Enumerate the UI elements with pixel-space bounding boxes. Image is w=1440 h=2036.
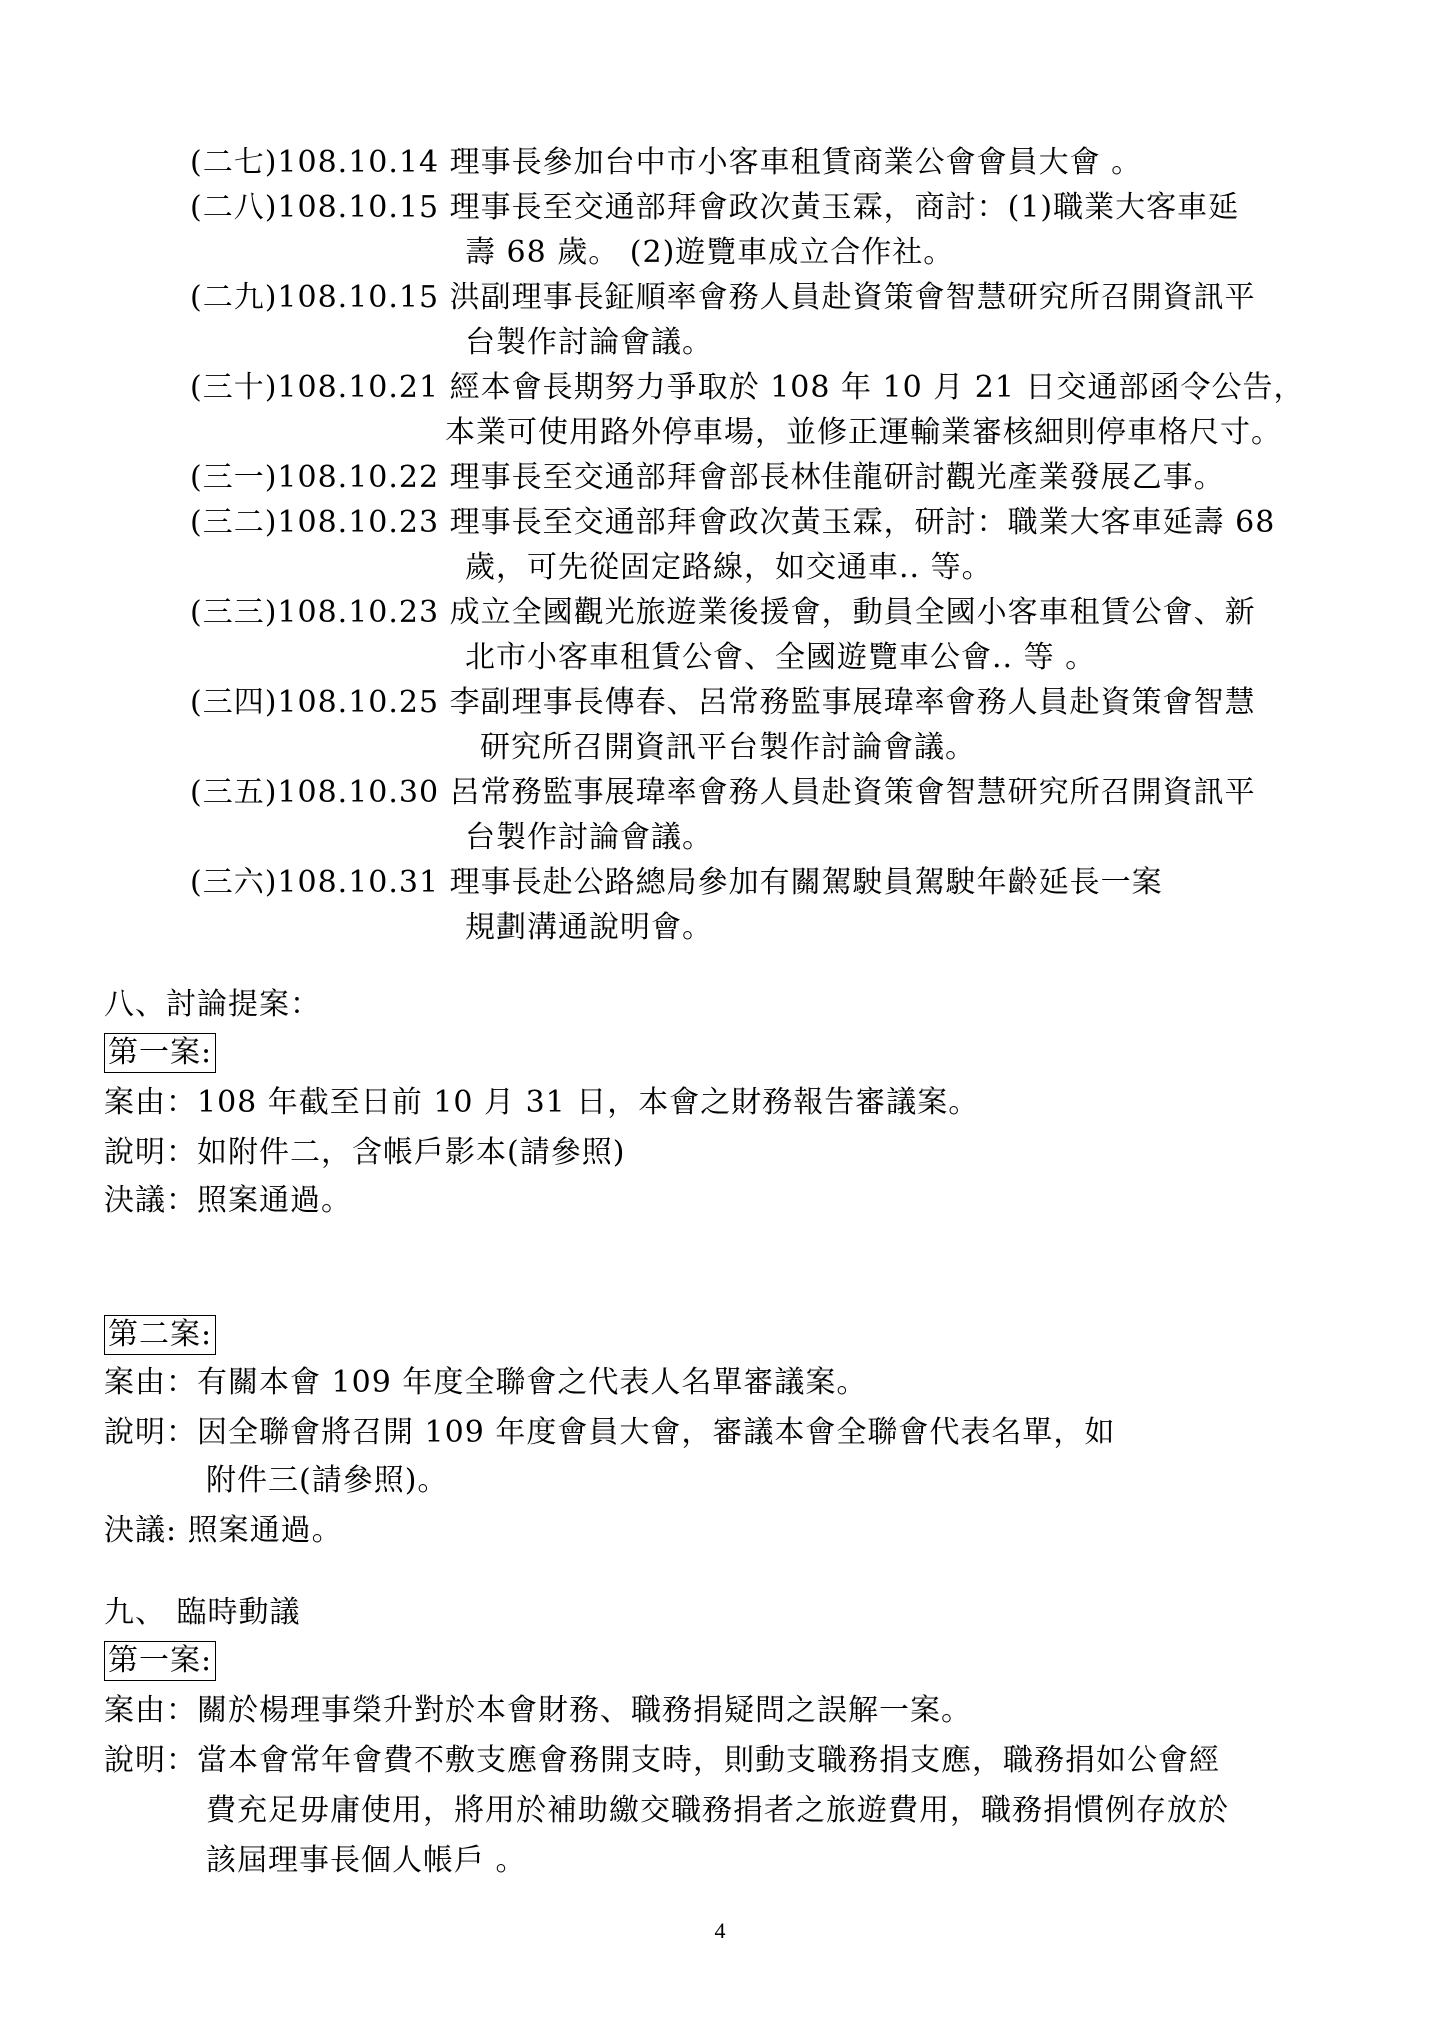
case-explanation-cont: 費充足毋庸使用，將用於補助繳交職務捐者之旅遊費用，職務捐慣例存放於 [206,1793,1229,1828]
event-item-31: (三一)108.10.22 理事長至交通部拜會部長林佳龍研討觀光產業發展乙事。 [190,460,1225,495]
case-explanation: 說明：當本會常年會費不敷支應會務開支時，則動支職務捐支應，職務捐如公會經 [104,1743,1220,1778]
case-resolution: 決議：照案通過。 [104,1183,352,1218]
event-item-30-cont: 本業可使用路外停車場，並修正運輸業審核細則停車格尺寸。 [445,415,1282,450]
event-item-36: (三六)108.10.31 理事長赴公路總局參加有關駕駛員駕駛年齡延長一案 [190,865,1163,900]
event-item-33-cont: 北市小客車租賃公會、全國遊覽車公會.. 等 。 [465,640,1097,675]
event-item-28-cont: 壽 68 歲。 (2)遊覽車成立合作社。 [465,235,955,270]
event-item-35-cont: 台製作討論會議。 [465,820,713,855]
section-8-heading: 八、討論提案： [104,987,321,1022]
event-item-30: (三十)108.10.21 經本會長期努力爭取於 108 年 10 月 21 日交通部函令公告， [190,370,1305,405]
event-item-35: (三五)108.10.30 呂常務監事展瑋率會務人員赴資策會智慧研究所召開資訊平 [190,775,1256,810]
event-item-29: (二九)108.10.15 洪副理事長鉦順率會務人員赴資策會智慧研究所召開資訊平 [190,280,1256,315]
page-number: 4 [714,1918,726,1943]
case-explanation-cont: 附件三(請參照)。 [206,1463,449,1498]
event-item-34-cont: 研究所召開資訊平台製作討論會議。 [480,730,976,765]
case-reason: 案由：關於楊理事榮升對於本會財務、職務捐疑問之誤解一案。 [104,1693,972,1728]
case-reason: 案由：有關本會 109 年度全聯會之代表人名單審議案。 [104,1365,868,1400]
case-explanation: 說明：如附件二，含帳戶影本(請參照) [104,1135,626,1170]
section-9-heading: 九、 臨時動議 [104,1595,301,1630]
event-item-32-cont: 歲，可先從固定路線，如交通車.. 等。 [465,550,993,585]
case-label-box: 第一案: [104,1641,216,1681]
case-explanation-cont: 該屆理事長個人帳戶 。 [206,1843,527,1878]
event-item-33: (三三)108.10.23 成立全國觀光旅遊業後援會，動員全國小客車租賃公會、新 [190,595,1256,630]
case-resolution: 決議: 照案通過。 [104,1513,343,1548]
case-explanation: 說明：因全聯會將召開 109 年度會員大會，審議本會全聯會代表名單，如 [104,1415,1116,1450]
case-label-box: 第一案: [104,1033,216,1073]
event-item-32: (三二)108.10.23 理事長至交通部拜會政次黃玉霖，研討：職業大客車延壽 68 [190,505,1276,540]
case-label-box: 第二案: [104,1315,216,1355]
event-item-34: (三四)108.10.25 李副理事長傳春、呂常務監事展瑋率會務人員赴資策會智慧 [190,685,1256,720]
event-item-28: (二八)108.10.15 理事長至交通部拜會政次黃玉霖，商討：(1)職業大客車延 [190,190,1240,225]
event-item-27: (二七)108.10.14 理事長參加台中市小客車租賃商業公會會員大會 。 [190,145,1143,180]
event-item-29-cont: 台製作討論會議。 [465,325,713,360]
event-item-36-cont: 規劃溝通說明會。 [465,910,713,945]
case-reason: 案由：108 年截至日前 10 月 31 日，本會之財務報告審議案。 [104,1085,980,1120]
